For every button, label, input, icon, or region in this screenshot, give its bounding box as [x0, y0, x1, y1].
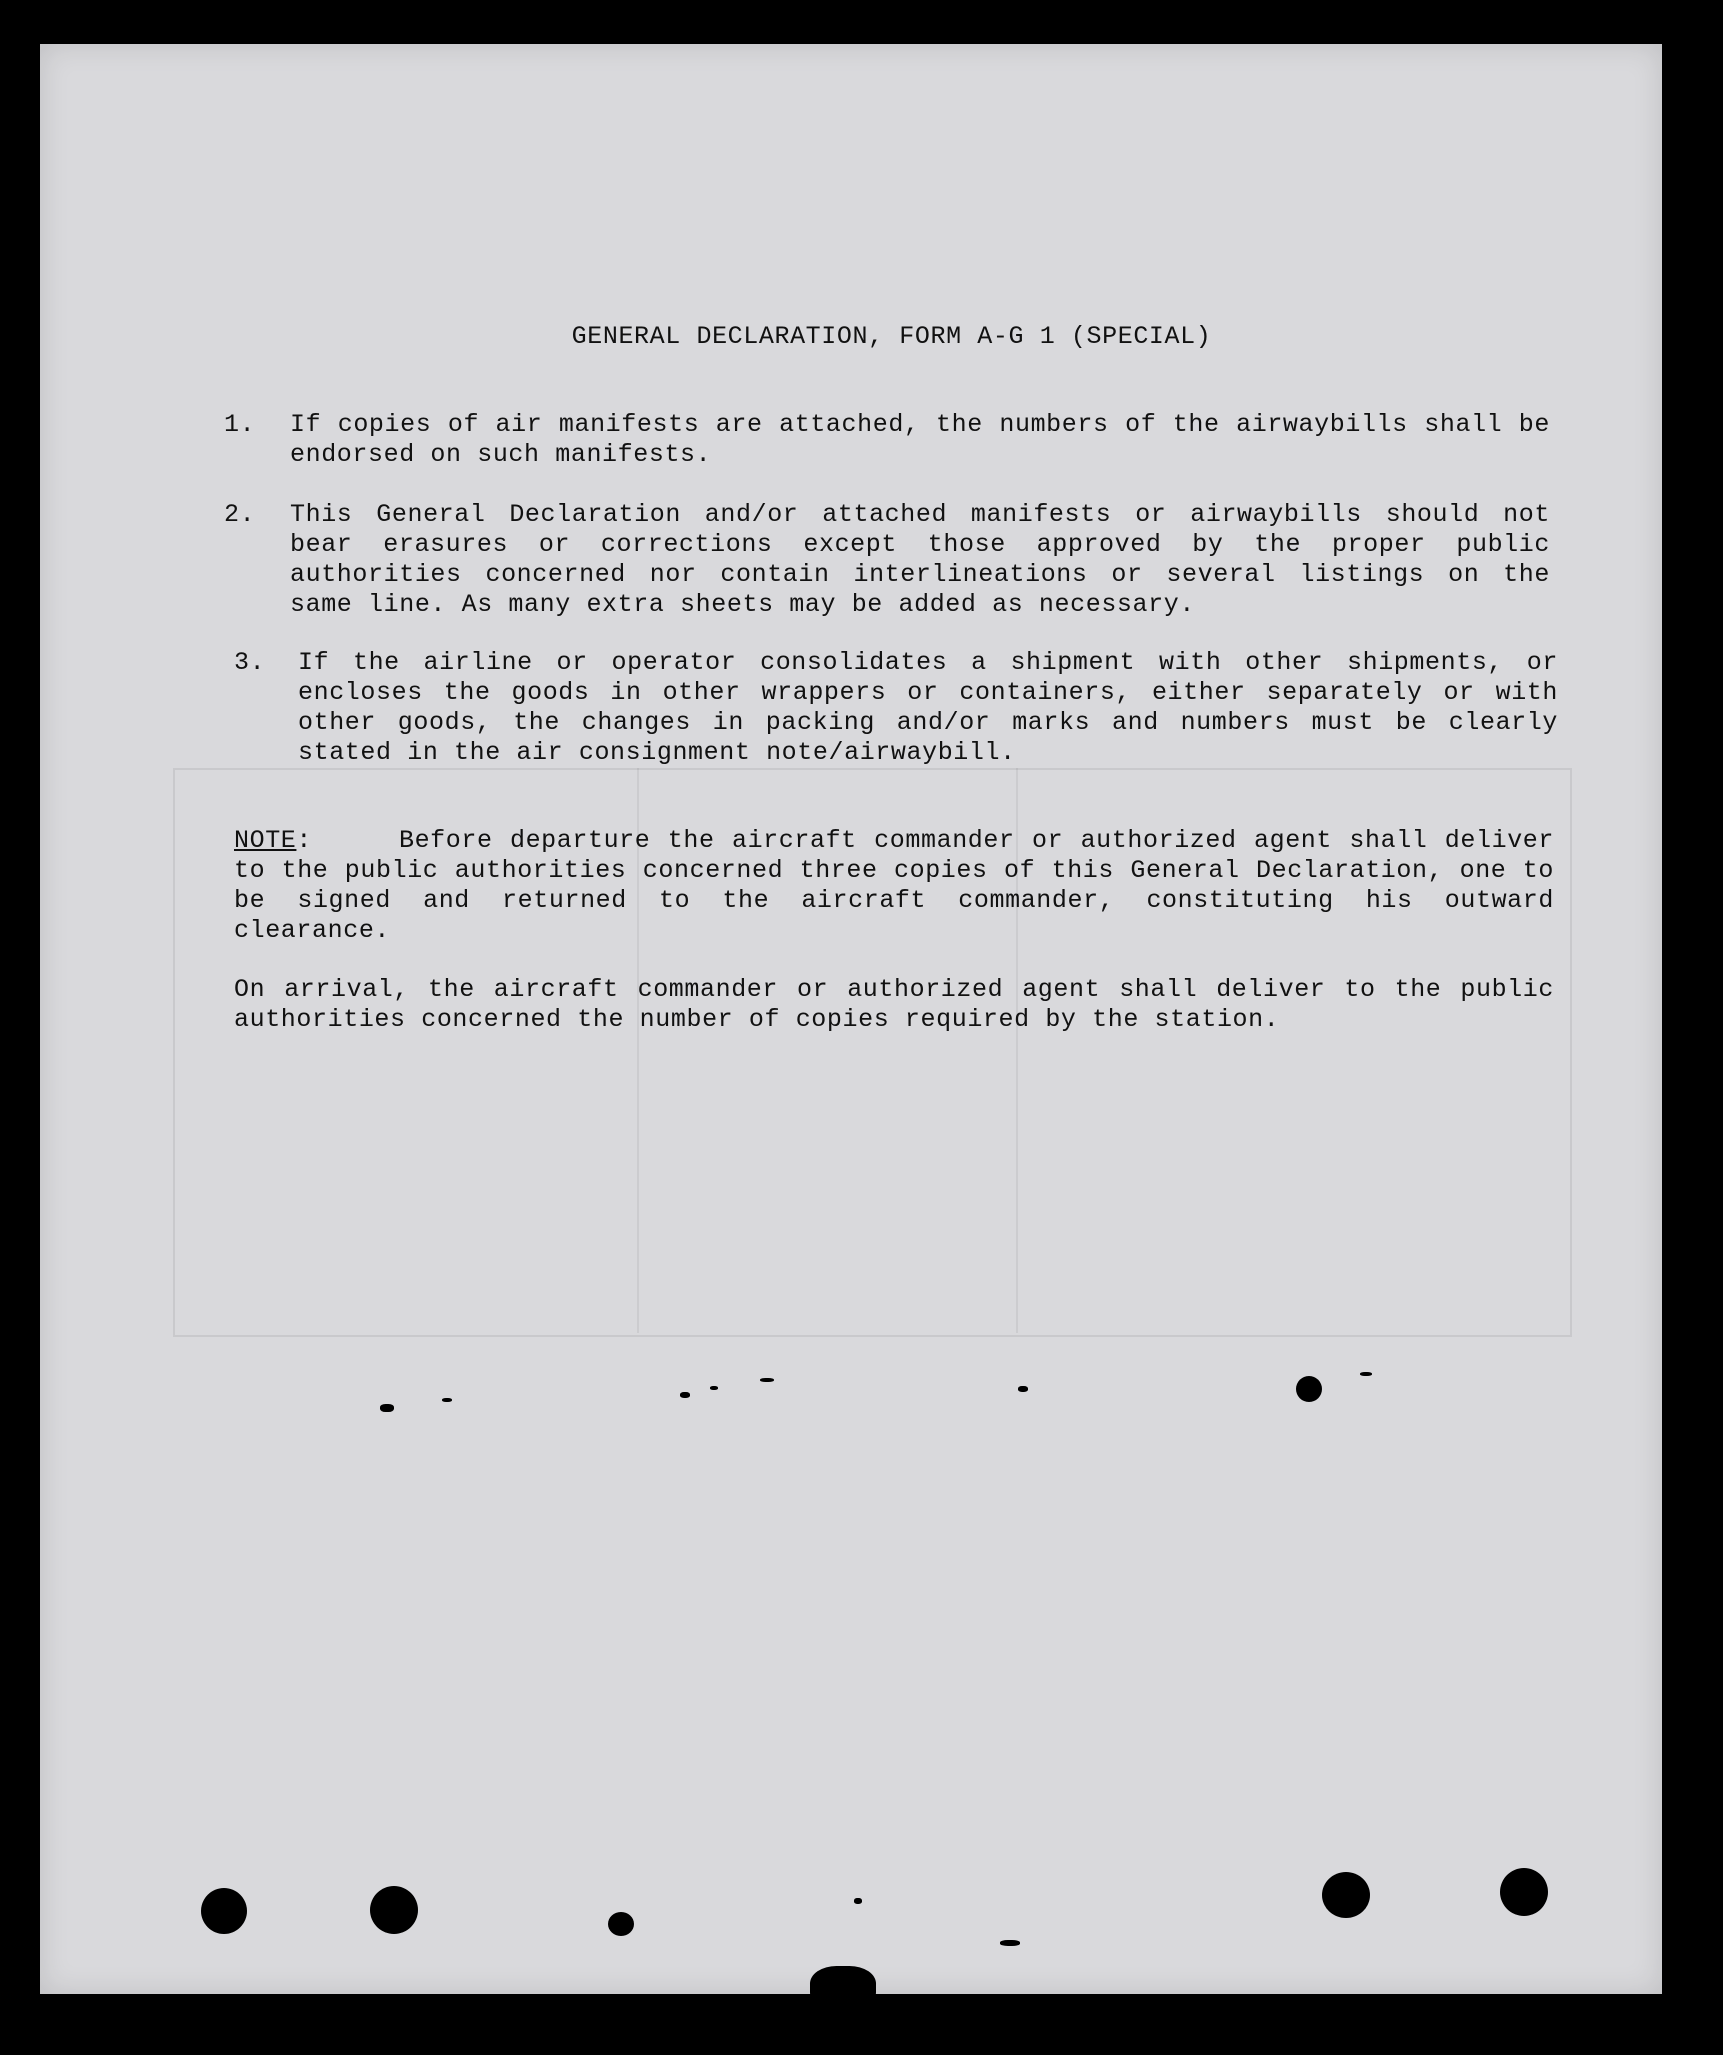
punch-hole: [1322, 1872, 1370, 1918]
punch-hole: [1500, 1868, 1548, 1916]
speck: [710, 1386, 718, 1390]
document-title: GENERAL DECLARATION, FORM A-G 1 (SPECIAL): [571, 322, 1212, 351]
speck: [680, 1392, 690, 1398]
item-number: 2.: [224, 500, 256, 529]
punch-hole: [608, 1912, 634, 1936]
punch-hole: [1296, 1376, 1322, 1402]
speck: [380, 1404, 394, 1412]
punch-hole: [201, 1888, 247, 1934]
item-text: If copies of air manifests are attached, the numbers of the airwaybills shall be endorsed on such manifests.: [290, 410, 1550, 469]
speck: [810, 1966, 876, 2010]
item-number: 1.: [224, 410, 256, 439]
arrival-paragraph: On arrival, the aircraft commander or authorized agent shall deliver to the public authorities concerned the number of copies required by the station.: [234, 975, 1554, 1034]
item-number: 3.: [234, 648, 266, 677]
note-label: NOTE: [234, 826, 297, 855]
note-separator: :: [296, 826, 313, 855]
note-text: Before departure the aircraft commander or authorized agent shall deliver to the public authorities concerned three copies of this General Declaration, one to be signed and returned to the aircraft commander, constituting his outward clearance.: [234, 826, 1554, 945]
item-text: This General Declaration and/or attached manifests or airwaybills should not bear erasures or corrections except those approved by the proper public authorities concerned nor contain interlineations or several listings on the same line. As many extra sheets may be added as necessary.: [290, 500, 1550, 619]
speck: [760, 1378, 774, 1382]
speck: [1360, 1372, 1372, 1376]
speck: [854, 1898, 862, 1904]
speck: [1018, 1386, 1028, 1392]
note-paragraph: [234, 826, 1554, 946]
speck: [442, 1398, 452, 1402]
item-text: If the airline or operator consolidates a shipment with other shipments, or encloses the goods in other wrappers or containers, either separately or with other goods, the changes in packing and/or marks and numbers must be clearly stated in the air consignment note/airwaybill.: [298, 648, 1558, 767]
punch-hole: [370, 1886, 418, 1934]
speck: [1000, 1940, 1020, 1946]
